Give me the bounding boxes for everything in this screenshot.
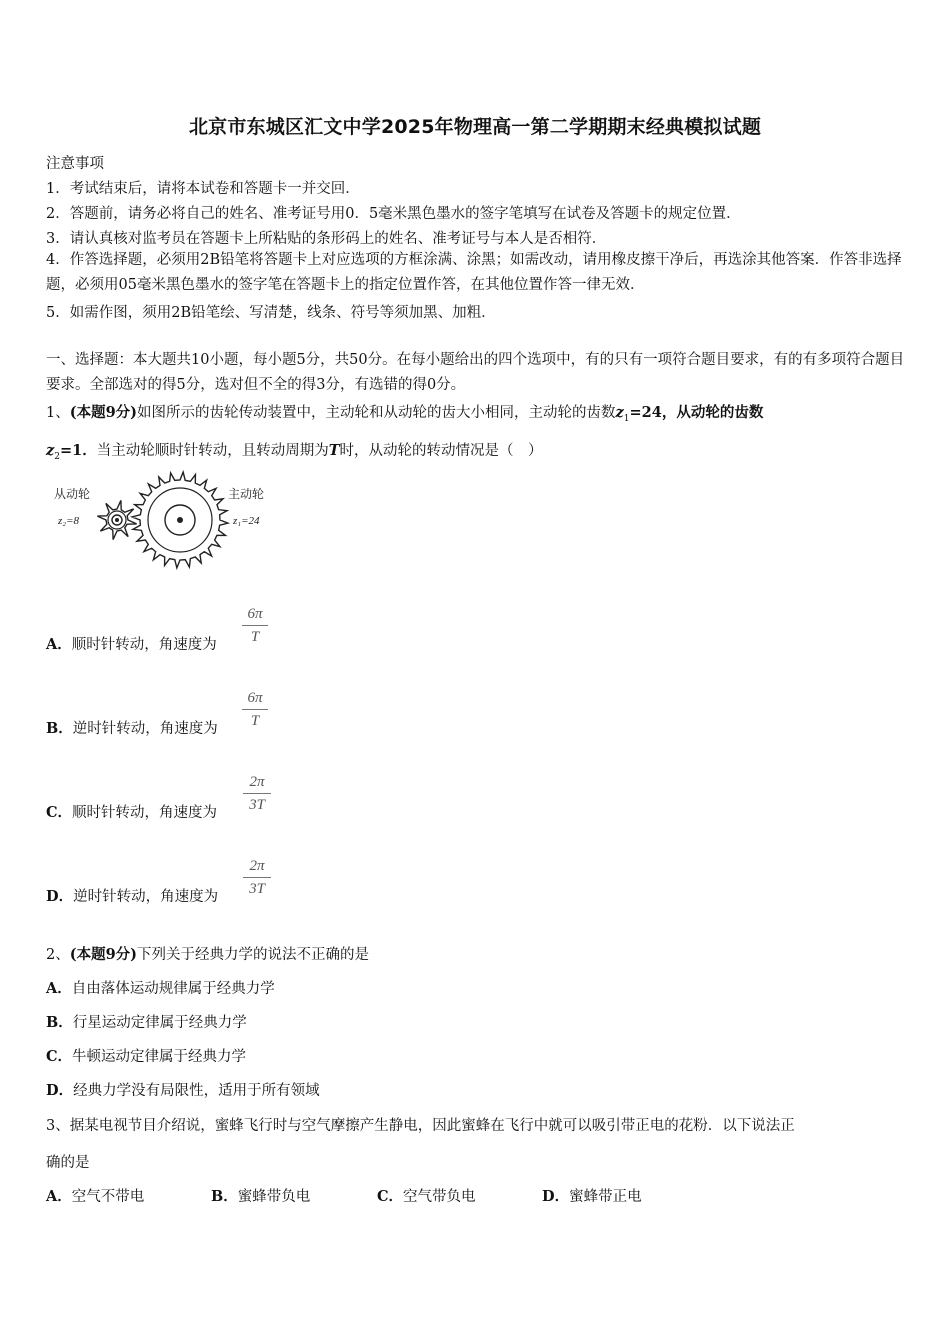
gear-diagram <box>50 470 280 580</box>
q1-text-a: 如图所示的齿轮传动装置中，主动轮和从动轮的齿大小相同，主动轮的齿数 <box>137 405 616 421</box>
q1-option-a-text: 顺时针转动，角速度为 <box>71 637 217 653</box>
page-title: 北京市东城区汇文中学2025年物理高一第二学期期末经典模拟试题 <box>188 116 762 138</box>
q3-option-b[interactable] <box>211 1185 310 1206</box>
q1-option-b-text: 逆时针转动，角速度为 <box>72 721 218 737</box>
q2-option-c-text: 牛顿运动定律属于经典力学 <box>72 1049 247 1065</box>
q3-option-a-text: 空气不带电 <box>71 1189 145 1205</box>
q3-option-d-text: 蜜蜂带正电 <box>569 1189 642 1205</box>
q1-period-symbol: T <box>328 442 340 459</box>
q1-text-c: 时，从动轮的转动情况是（ ） <box>339 443 543 459</box>
q1-option-c-fraction <box>243 771 271 816</box>
driven-gear <box>97 500 136 539</box>
driven-gear-teeth: z₂=8 <box>58 515 80 527</box>
q1-option-d-text: 逆时针转动，角速度为 <box>73 889 219 905</box>
q2-stem <box>46 943 908 964</box>
q2-option-b[interactable] <box>46 1011 247 1032</box>
q3-number: 3、 <box>46 1118 70 1134</box>
q3-option-a[interactable] <box>46 1185 144 1206</box>
driven-gear-label: 从动轮 <box>54 487 91 501</box>
q2-option-c-label: C． <box>46 1048 73 1065</box>
q1-z2-symbol: z <box>46 442 55 459</box>
q1-stem-line1 <box>46 401 908 424</box>
q1-option-b[interactable] <box>46 717 218 738</box>
q2-option-a-label: A． <box>46 980 72 997</box>
driver-gear-teeth: z₁=24 <box>233 515 260 527</box>
q3-option-b-text: 蜜蜂带负电 <box>237 1189 311 1205</box>
q1-option-a[interactable] <box>46 633 217 654</box>
q1-option-d[interactable] <box>46 885 218 906</box>
q3-option-c-text: 空气带负电 <box>403 1189 476 1205</box>
q2-text: 下列关于经典力学的说法不正确的是 <box>137 947 370 963</box>
q1-option-a-label: A． <box>46 636 72 653</box>
q1-option-d-numerator: 2π <box>243 855 271 878</box>
q3-stem-line1 <box>46 1114 908 1135</box>
q1-option-c-numerator: 2π <box>243 771 271 794</box>
q2-option-c[interactable] <box>46 1045 246 1066</box>
q1-option-d-label: D． <box>46 888 74 905</box>
driver-gear-label: 主动轮 <box>228 487 265 501</box>
q1-option-b-numerator: 6π <box>242 687 268 710</box>
q1-z1-subscript: 1 <box>623 413 630 424</box>
q1-option-a-denominator: T <box>250 629 260 645</box>
q3-text-a: 据某电视节目介绍说，蜜蜂飞行时与空气摩擦产生静电，因此蜜蜂在飞行中就可以吸引带正电的花粉．以下说法正 <box>69 1118 795 1134</box>
q3-stem-line2: 确的是 <box>46 1155 90 1171</box>
q3-option-c[interactable] <box>377 1185 476 1206</box>
q3-option-c-label: C． <box>377 1188 404 1205</box>
notice-item-1: 1．考试结束后，请将本试卷和答题卡一并交回． <box>46 181 360 197</box>
q1-text-b: 当主动轮顺时针转动，且转动周期为 <box>96 443 329 459</box>
q1-option-b-denominator: T <box>250 713 260 729</box>
driver-gear <box>132 472 228 568</box>
section-instructions: 一、选择题：本大题共10小题，每小题5分，共50分。在每小题给出的四个选项中，有的只有一项符合题目要求，有的有多项符合题目要求。全部选对的得5分，选对但不全的得3分，有选错的得0分。 <box>46 352 905 393</box>
q2-option-d-text: 经典力学没有局限性，适用于所有领域 <box>73 1083 320 1099</box>
q2-score: (本题9分) <box>69 946 138 963</box>
notice-item-3: 3．请认真核对监考员在答题卡上所粘贴的条形码上的姓名、准考证号与本人是否相符． <box>46 231 607 247</box>
q1-option-a-fraction <box>242 603 268 648</box>
q3-option-b-label: B． <box>211 1188 238 1205</box>
notice-item-4: 4．作答选择题，必须用2B铅笔将答题卡上对应选项的方框涂满、涂黑；如需改动，请用橡皮擦干净后，再选涂其他答案．作答非选择题，必须用05毫米黑色墨水的签字笔在答题卡上的指定位置作答，在其他位置作答一律无效． <box>46 252 902 293</box>
q1-z1-value: =24，从动轮的齿数 <box>629 404 764 421</box>
q3-option-d-label: D． <box>542 1188 570 1205</box>
q1-option-d-fraction <box>243 855 271 900</box>
q3-option-d[interactable] <box>542 1185 642 1206</box>
q2-option-d-label: D． <box>46 1082 74 1099</box>
q1-option-c-denominator: 3T <box>249 797 265 813</box>
q1-z2-value: =1． <box>59 442 97 459</box>
q1-option-b-label: B． <box>46 720 73 737</box>
q2-option-a-text: 自由落体运动规律属于经典力学 <box>71 981 275 997</box>
notice-item-2: 2．答题前，请务必将自己的姓名、准考证号用0．5毫米黑色墨水的签字笔填写在试卷及答题卡的规定位置． <box>46 206 741 222</box>
q2-option-a[interactable] <box>46 977 275 998</box>
q1-option-d-denominator: 3T <box>249 881 265 897</box>
q1-z2-subscript: 2 <box>54 451 60 462</box>
notice-heading: 注意事项 <box>46 156 104 172</box>
q1-number: 1、 <box>46 405 70 421</box>
q2-option-d[interactable] <box>46 1079 320 1100</box>
q1-option-c-text: 顺时针转动，角速度为 <box>72 805 218 821</box>
q1-option-c-label: C． <box>46 804 73 821</box>
q1-option-c[interactable] <box>46 801 217 822</box>
q1-stem-line2 <box>46 439 908 462</box>
q1-option-a-numerator: 6π <box>242 603 268 626</box>
q2-option-b-label: B． <box>46 1014 73 1031</box>
q1-option-b-fraction <box>242 687 268 732</box>
q3-option-a-label: A． <box>46 1188 72 1205</box>
q2-number: 2、 <box>46 947 70 963</box>
q2-option-b-text: 行星运动定律属于经典力学 <box>72 1015 247 1031</box>
notice-item-5: 5．如需作图，须用2B铅笔绘、写清楚，线条、符号等须加黑、加粗． <box>46 305 496 321</box>
q1-score: (本题9分) <box>69 404 138 421</box>
q1-z1-symbol: z <box>615 404 624 421</box>
